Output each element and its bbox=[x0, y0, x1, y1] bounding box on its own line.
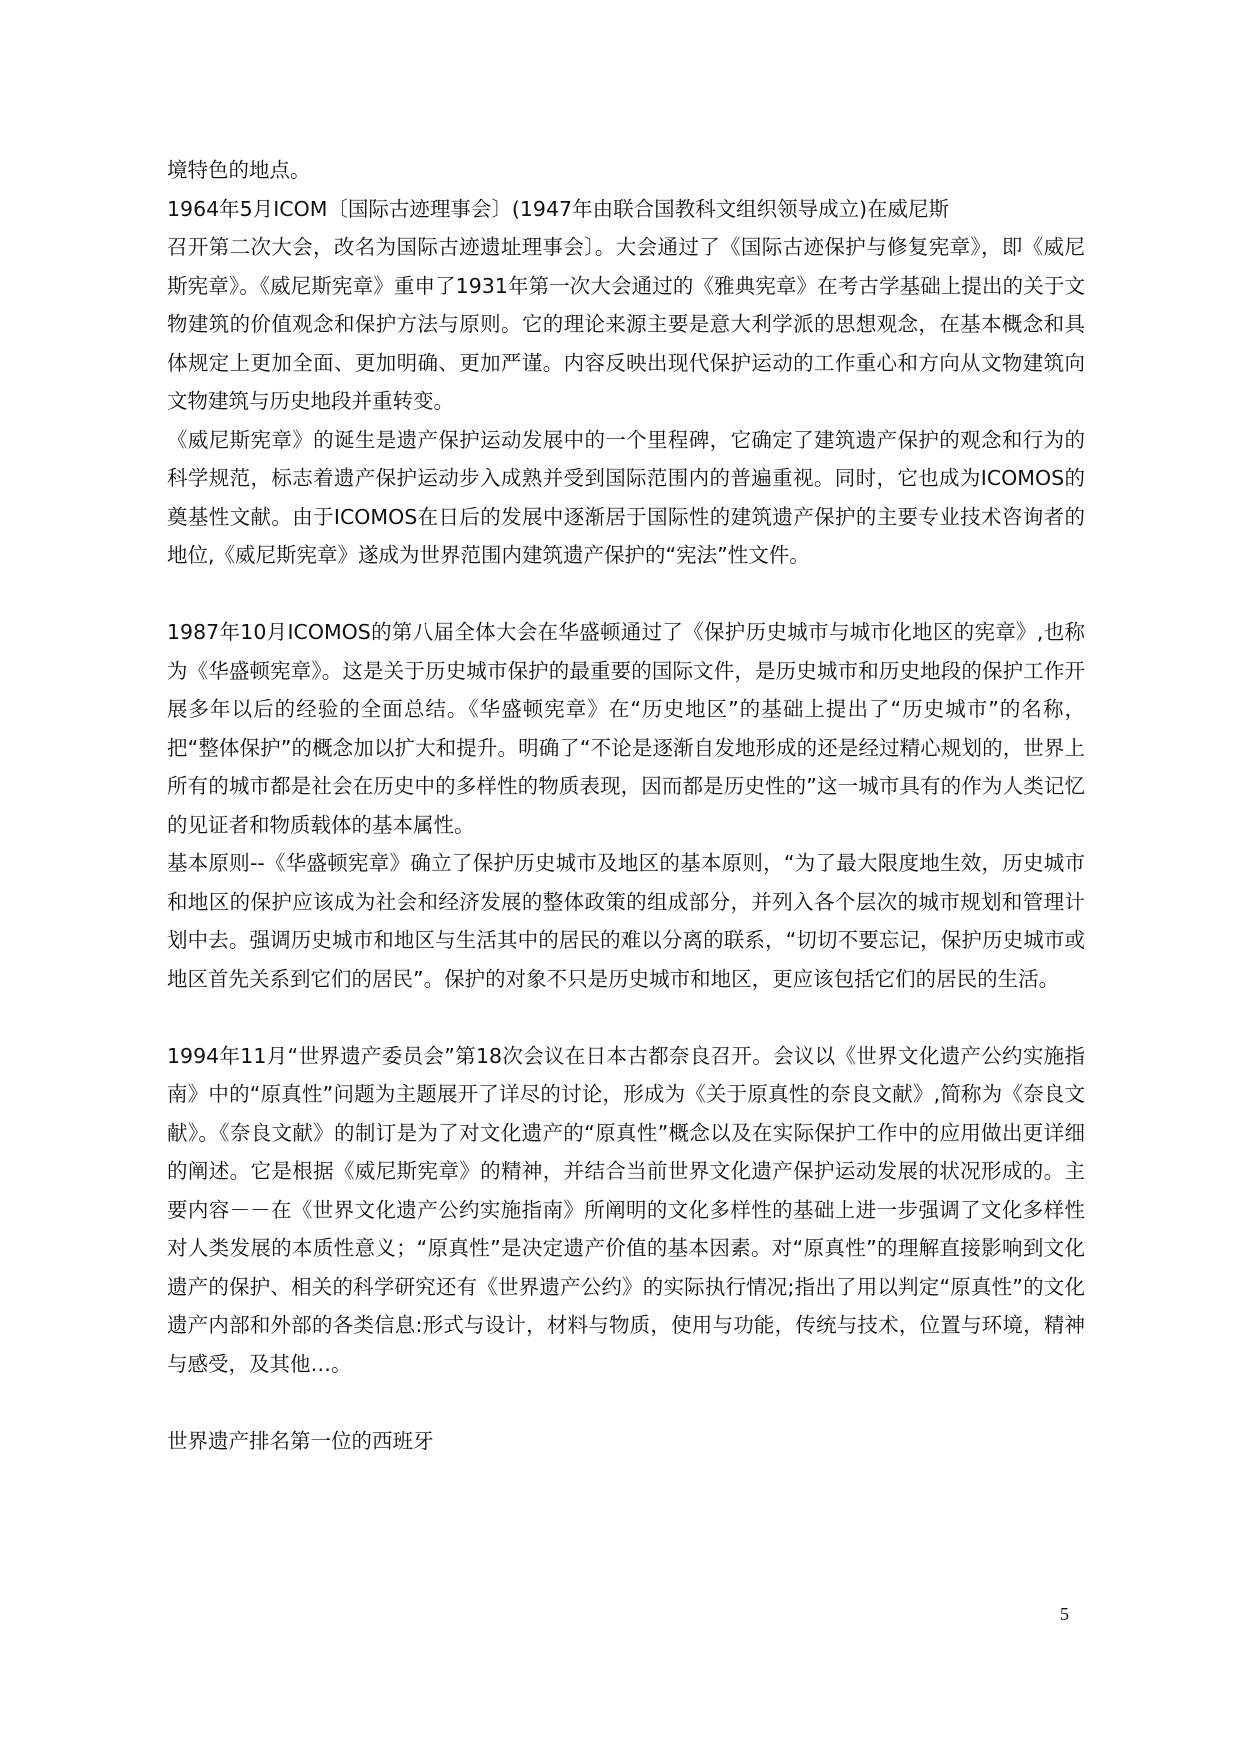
paragraph-venice-charter-intro: 召开第二次大会，改名为国际古迹遗址理事会〕。大会通过了《国际古迹保护与修复宪章》，即《威尼斯宪章》。《威尼斯宪章》重申了1931年第一次大会通过的《雅典宪章》在考古学基础上提出的关于文物建筑的价值观念和保护方法与原则。它的理论来源主要是意大利学派的思想观念，在基本概念和具体规定上更加全面、更加明确、更加严谨。内容反映出现代保护运动的工作重心和方向从文物建筑向文物建筑与历史地段并重转变。 bbox=[167, 235, 1085, 413]
paragraph-basic-principles: 基本原则--《华盛顿宪章》确立了保护历史城市及地区的基本原则，“为了最大限度地生效，历史城市和地区的保护应该成为社会和经济发展的整体政策的组成部分，并列入各个层次的城市规划和管理计划中去。强调历史城市和地区与生活其中的居民的难以分离的联系，“切切不要忘记，保护历史城市或地区首先关系到它们的居民”。保护的对象不只是历史城市和地区，更应该包括它们的居民的生活。 bbox=[167, 851, 1085, 991]
paragraph-gap bbox=[167, 998, 1085, 1037]
paragraph-washington-charter: 1987年10月ICOMOS的第八届全体大会在华盛顿通过了《保护历史城市与城市化地区的宪章》,也称为《华盛顿宪章》。这是关于历史城市保护的最重要的国际文件，是历史城市和历史地段的保护工作开展多年以后的经验的全面总结。《华盛顿宪章》在“历史地区”的基础上提出了“历史城市”的名称，把“整体保护”的概念加以扩大和提升。明确了“不论是逐渐自发地形成的还是经过精心规划的，世界上所有的城市都是社会在历史中的多样性的物质表现，因而都是历史性的”这一城市具有的作为人类记忆的见证者和物质载体的基本属性。 bbox=[167, 620, 1085, 837]
paragraph-icom-line: 1964年5月ICOM〔国际古迹理事会〕(1947年由联合国教科文组织领导成立)在威尼斯 bbox=[167, 196, 950, 221]
paragraph-venice-charter-significance: 《威尼斯宪章》的诞生是遗产保护运动发展中的一个里程碑，它确定了建筑遗产保护的观念和行为的科学规范，标志着遗产保护运动步入成熟并受到国际范围内的普遍重视。同时，它也成为ICOMOS的奠基性文献。由于ICOMOS在日后的发展中逐渐居于国际性的建筑遗产保护的主要专业技术咨询者的地位,《威尼斯宪章》遂成为世界范围内建筑遗产保护的“宪法”性文件。 bbox=[167, 427, 1085, 567]
paragraph-gap bbox=[167, 575, 1085, 614]
document-body bbox=[167, 151, 1085, 1460]
section-heading-spain: 世界遗产排名第一位的西班牙 bbox=[167, 1428, 434, 1453]
paragraph-nara-document: 1994年11月“世界遗产委员会”第18次会议在日本古都奈良召开。会议以《世界文化遗产公约实施指南》中的“原真性”问题为主题展开了详尽的讨论，形成为《关于原真性的奈良文献》,简称为《奈良文献》。《奈良文献》的制订是为了对文化遗产的“原真性”概念以及在实际保护工作中的应用做出更详细的阐述。它是根据《威尼斯宪章》的精神，并结合当前世界文化遗产保护运动发展的状况形成的。主要内容－－在《世界文化遗产公约实施指南》所阐明的文化多样性的基础上进一步强调了文化多样性对人类发展的本质性意义；“原真性”是决定遗产价值的基本因素。对“原真性”的理解直接影响到文化遗产的保护、相关的科学研究还有《世界遗产公约》的实际执行情况;指出了用以判定“原真性”的文化遗产内部和外部的各类信息:形式与设计，材料与物质，使用与功能，传统与技术，位置与环境，精神与感受，及其他…。 bbox=[167, 1043, 1085, 1376]
paragraph-continuation: 境特色的地点。 bbox=[167, 158, 311, 182]
page-number: 5 bbox=[1060, 1604, 1069, 1624]
paragraph-gap bbox=[167, 1383, 1085, 1422]
